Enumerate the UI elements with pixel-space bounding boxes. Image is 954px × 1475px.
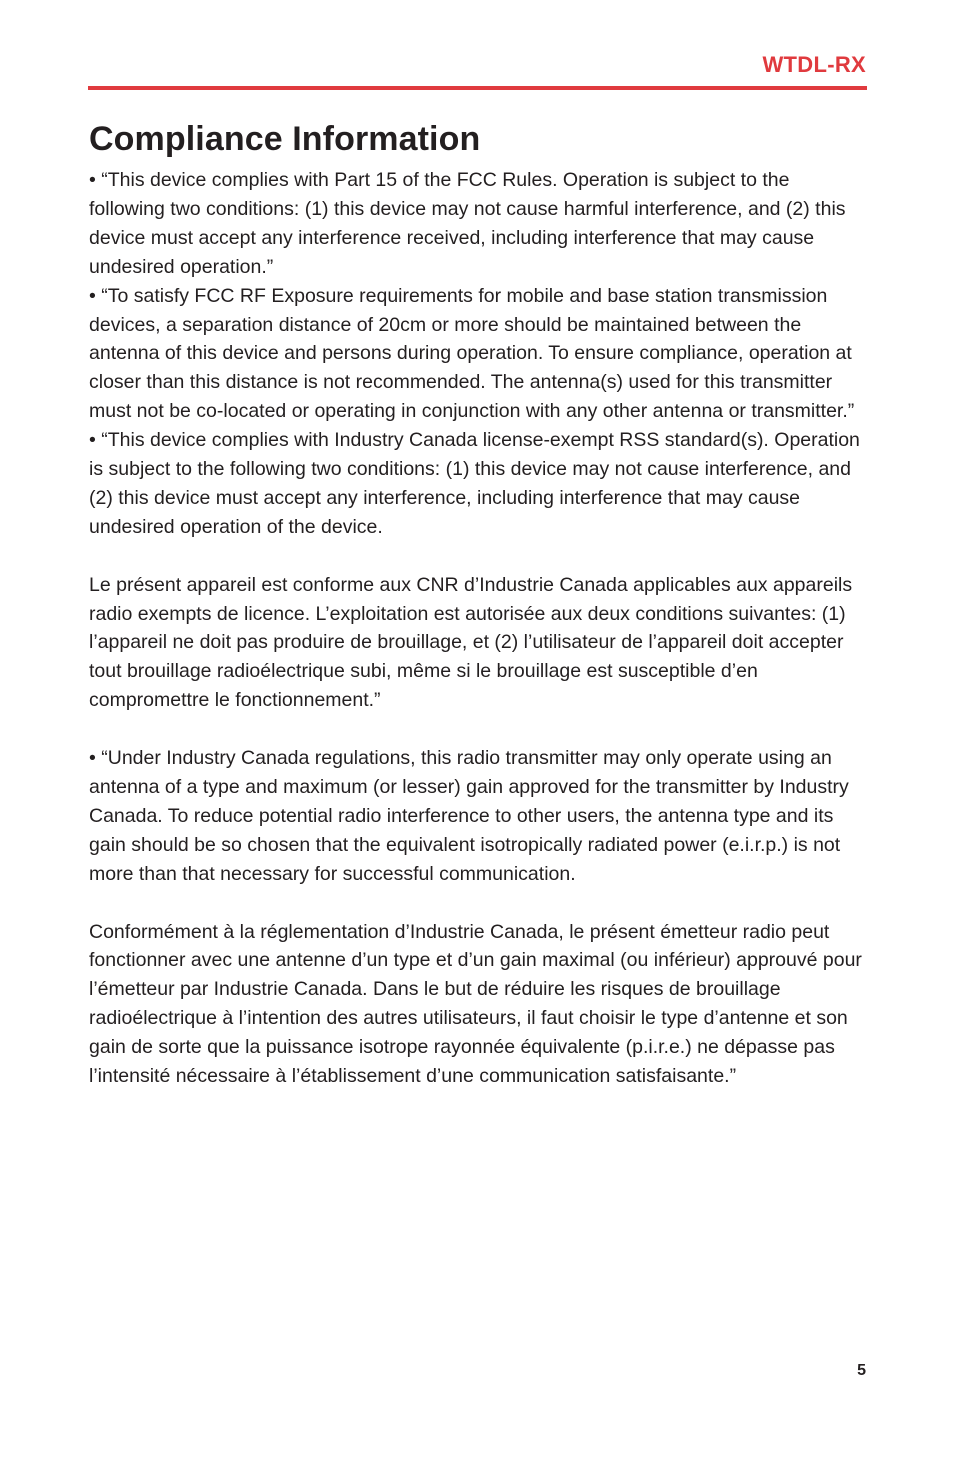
compliance-body — [89, 166, 869, 1091]
ic-rss-paragraph: • “This device complies with Industry Canada license-exempt RSS standard(s). Operation is subject to the following two conditions: (1) this device may not cause interference, and (2) this device must accept any interference, including interference that may cause undesired operation of the device. — [89, 429, 860, 538]
ic-antenna-french-paragraph: Conformément à la réglementation d’Industrie Canada, le présent émetteur radio peut fonctionner avec une antenne d’un type et d’un gain maximal (ou inférieur) approuvé pour l’émetteur par Industrie Canada. Dans le but de réduire les risques de brouillage radioélectrique à l’intention des autres utilisateurs, il faut choisir le type d’antenne et son gain de sorte que la puissance isotrope rayonnée équivalente (p.i.r.e.) ne dépasse pas l’intensité nécessaire à l’établissement d’une communication satisfaisante.” — [89, 920, 862, 1088]
page-number: 5 — [857, 1362, 866, 1379]
ic-antenna-paragraph: • “Under Industry Canada regulations, this radio transmitter may only operate using an antenna of a type and maximum (or lesser) gain approved for the transmitter by Industry Canada. To reduce potential radio interference to other users, the antenna type and its gain should be so chosen that the equivalent isotropically radiated power (e.i.r.p.) is not more than that necessary for successful communication. — [89, 747, 849, 885]
fcc-part15-paragraph: • “This device complies with Part 15 of the FCC Rules. Operation is subject to the following two conditions: (1) this device may not cause harmful interference, and (2) this device must accept any interference received, including interference that may cause undesired operation.” — [89, 169, 846, 278]
ic-rss-french-paragraph: Le présent appareil est conforme aux CNR d’Industrie Canada applicables aux appareils radio exempts de licence. L’exploitation est autorisée aux deux conditions suivantes: (1) l’appareil ne doit pas produire de brouillage, et (2) l’utilisateur de l’appareil doit accepter tout brouillage radioélectrique subi, même si le brouillage est susceptible d’en compromettre le fonctionnement.” — [89, 573, 853, 712]
fcc-rf-exposure-paragraph: • “To satisfy FCC RF Exposure requirements for mobile and base station transmission devices, a separation distance of 20cm or more should be maintained between the antenna of this device and persons during operation. To ensure compliance, operation at closer than this distance is not recommended. The antenna(s) used for this transmitter must not be co-located or operating in conjunction with any other antenna or transmitter.” — [89, 284, 855, 423]
product-label: WTDL-RX — [762, 52, 866, 77]
header-divider — [88, 86, 867, 90]
page-title: Compliance Information — [89, 120, 481, 158]
